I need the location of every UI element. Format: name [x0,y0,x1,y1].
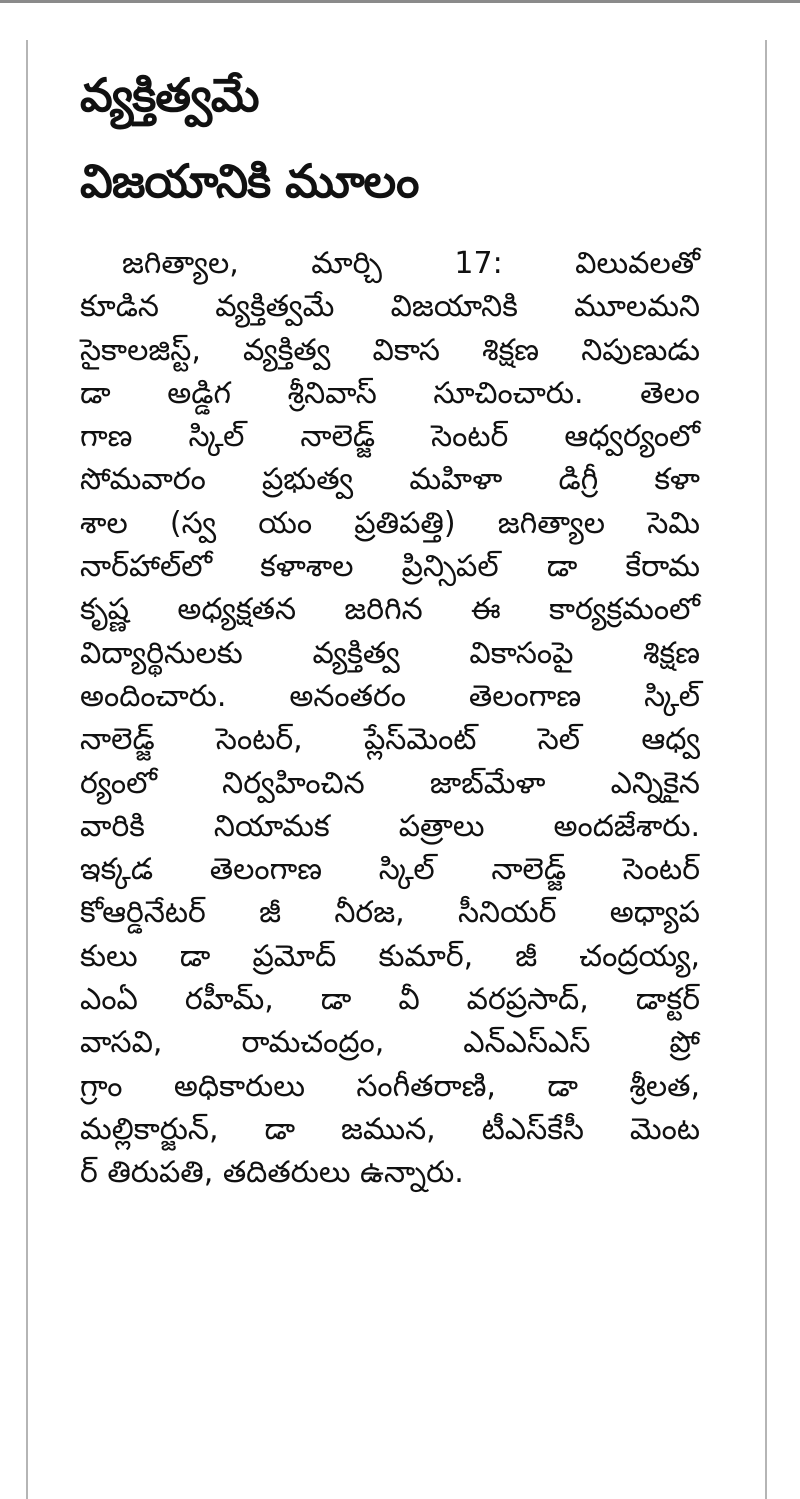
headline-line-2: విజయానికి మూలం [80,154,419,208]
body-line: గాణ స్కిల్ నాలెడ్జ్ సెంటర్ ఆధ్వర్యంలో [80,419,700,455]
body-line: వాసవి, రామచంద్రం, ఎన్‌ఎస్‌ఎస్ ప్రో [80,1025,700,1061]
right-column-rule [765,40,767,1499]
body-line: కృష్ణ అధ్యక్షతన జరిగిన ఈ కార్యక్రమంలో [80,592,700,628]
body-line: విద్యార్థినులకు వ్యక్తిత్వ వికాసంపై శిక్షణ [80,635,700,671]
body-line: వారికి నియామక పత్రాలు అందజేశారు. [80,808,700,844]
body-line: నాలెడ్జ్ సెంటర్, ప్లేస్‌మెంట్ సెల్ ఆధ్వ [80,722,700,758]
left-column-rule [26,40,28,1499]
body-line: ఎంఏ రహీమ్, డా వీ వరప్రసాద్, డాక్టర్ [80,982,700,1018]
news-article [80,52,700,1195]
body-line: అందించారు. అనంతరం తెలంగాణ స్కిల్ [80,678,700,714]
body-line: నార్‌హాల్‌లో కళాశాల ప్రిన్సిపల్ డా కేరామ [80,549,700,585]
body-line: ర్ తిరుపతి, తదితరులు ఉన్నారు. [80,1155,464,1191]
body-line: ర్యంలో నిర్వహించిన జాబ్‌మేళా ఎన్నికైన [80,765,700,801]
body-line: సైకాలజిస్ట్, వ్యక్తిత్వ వికాస శిక్షణ నిపుణుడు [80,332,700,368]
body-line: కోఆర్డినేటర్ జీ నీరజ, సీనియర్ అధ్యాప [80,895,700,931]
body-line: జగిత్యాల, మార్చి 17: విలువలతో [122,246,700,281]
body-line: గ్రాం అధికారులు సంగీతరాణి, డా శ్రీలత, [80,1068,700,1104]
body-line: ఇక్కడ తెలంగాణ స్కిల్ నాలెడ్జ్ సెంటర్ [80,852,700,888]
body-line: కులు డా ప్రమోద్ కుమార్, జీ చంద్రయ్య, [80,938,700,974]
headline-line-1: వ్యక్తిత్వమే [80,68,259,122]
body-line: సోమవారం ప్రభుత్వ మహిళా డిగ్రీ కళా [80,462,700,498]
article-headline [80,52,700,224]
body-line: మల్లికార్జున్, డా జమున, టీఎస్‌కేసీ మెంట [80,1111,700,1147]
body-line: శాల (స్వ యం ప్రతిపత్తి) జగిత్యాల సెమి [80,505,700,541]
top-border-rule [0,0,800,3]
article-body [80,242,700,1195]
body-line: డా అడ్డిగ శ్రీనివాస్ సూచించారు. తెలం [80,375,700,411]
body-line: కూడిన వ్యక్తిత్వమే విజయానికి మూలమని [80,289,700,325]
